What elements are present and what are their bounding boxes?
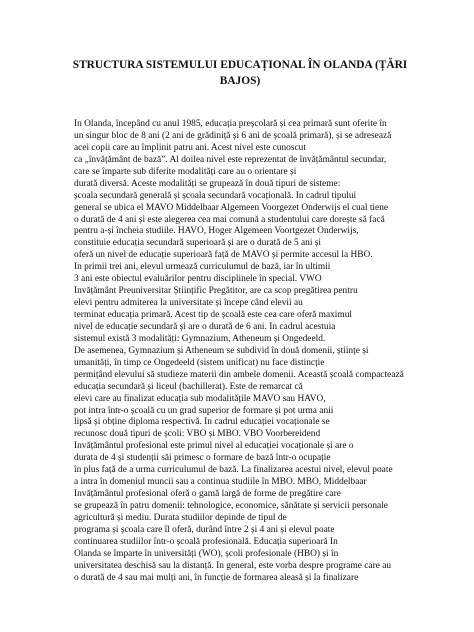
body-line: pot intra într-o școală cu un grad superior de formare și pot urma anii [74,405,334,416]
document-title: STRUCTURA SISTEMULUI EDUCAȚIONAL ÎN OLANDA (ȚĂRI BAJOS) [72,59,408,87]
body-line: o durată de 4 sau mai mulți ani, în funcție de formarea aleasă și la finalizare [74,572,359,583]
body-line: în plus față de a urma curriculumul de bază. La finalizarea acestui nivel, elevul poate [74,465,393,476]
body-line: Învățământ Preuniversitar Științific Pregătitor, are ca scop pregătirea pentru [74,286,358,297]
body-line: un singur bloc de 8 ani (2 ani de grădiniță și 6 ani de școală primară), și se adresează [74,130,392,141]
body-line: recunosc două tipuri de școli: VBO și MBO. VBO Voorbereidend [74,429,321,440]
body-line: ca „învățământ de bază”. Al doilea nivel este reprezentat de învățământul secundar, [74,154,387,165]
body-line: oferă un nivel de educație superioară față de MAVO și permite accesul la HBO. [74,250,373,261]
body-line: Învățământul profesional este primul nivel al educației vocaționale și are o [74,441,354,452]
body-line: În primii trei ani, elevul urmează curriculumul de bază, iar în ultimii [74,262,331,273]
body-line: care se împarte sub diferite modalități care au o orientare și [74,166,297,177]
body-line: durată diversă. Aceste modalități se grupează în două tipuri de sisteme: [74,178,341,189]
document-body [74,119,446,585]
body-line: 3 ani este obiectul evaluărilor pentru disciplinele în special. VWO [74,274,322,285]
body-line: sistemul există 3 modalități: Gymnazium, Atheneum și Ongedeeld. [74,333,326,344]
body-line: permițând elevului să studieze materii din ambele domenii. Această școală compactează [74,369,404,380]
body-line: a intra în domeniul muncii sau a continua studiile în MBO. MBO, Middelbaar [74,477,367,488]
body-line: o durată de 4 ani și este alegerea cea mai comună a studentului care dorește să facă [74,214,385,225]
body-line: se grupează în patru domenii: tehnologice, economice, sănătate și servicii personale [74,501,388,511]
body-line: continuarea studiilor într-o școală profesională. Educația superioară În [74,536,338,547]
body-line: lipsă și obține diploma respectivă. În cadrul educației vocaționale se [74,417,330,428]
body-line: elevi pentru admiterea la universitate și începe când elevii au [74,298,303,309]
body-line: constituie educația secundară superioară și are o durată de 5 ani și [74,238,322,249]
body-line: acei copii care au împlinit patru ani. Acest nivel este cunoscut [74,142,306,153]
body-line: universitatea deschisă sau la distanță. În general, este vorba despre programe care au [74,560,392,571]
body-line: elevi care au finalizat educația sub modalitățile MAVO sau HAVO, [74,393,326,404]
body-line: În Olanda, începând cu anul 1985, educația preșcolară și cea primară sunt oferite în [74,119,387,129]
body-line: durata de 4 și studenții săi primesc o formare de bază într-o ocupație [74,453,331,464]
body-line: agricultură și mediu. Durata studiilor depinde de tipul de [74,512,287,523]
body-line: terminat educația primară. Acest tip de școală este cea care oferă maximul [74,310,352,320]
body-line: educația secundară și liceul (bachillerat). Este de remarcat că [74,381,303,392]
body-line: umanități, în timp ce Ongedeeld (sistem unificat) nu face distincție [74,357,325,368]
body-line: programa și școala care îl oferă, durând între 2 și 4 ani și elevul poate [74,524,335,535]
body-line: școala secundară generală și școala secundară vocațională. În cadrul tipului [74,190,357,201]
body-line: Olanda se împarte în universități (WO), școli profesionale (HBO) și în [74,548,339,559]
body-line: nivel de educație secundară și are o durată de 6 ani. În cadrul acestuia [74,321,336,332]
body-line: De asemenea, Gymnazium și Atheneum se subdivid în două domenii, științe și [74,345,369,356]
body-line: Învățământul profesional oferă o gamă largă de forme de pregătire care [74,489,341,500]
body-line: pentru a-și încheia studiile. HAVO, Hoger Algemeen Voortgezet Onderwijs, [74,226,359,237]
body-line: general se ubica el MAVO Middelbaar Algemeen Voorgezet Onderwijs el cual tiene [74,202,389,213]
